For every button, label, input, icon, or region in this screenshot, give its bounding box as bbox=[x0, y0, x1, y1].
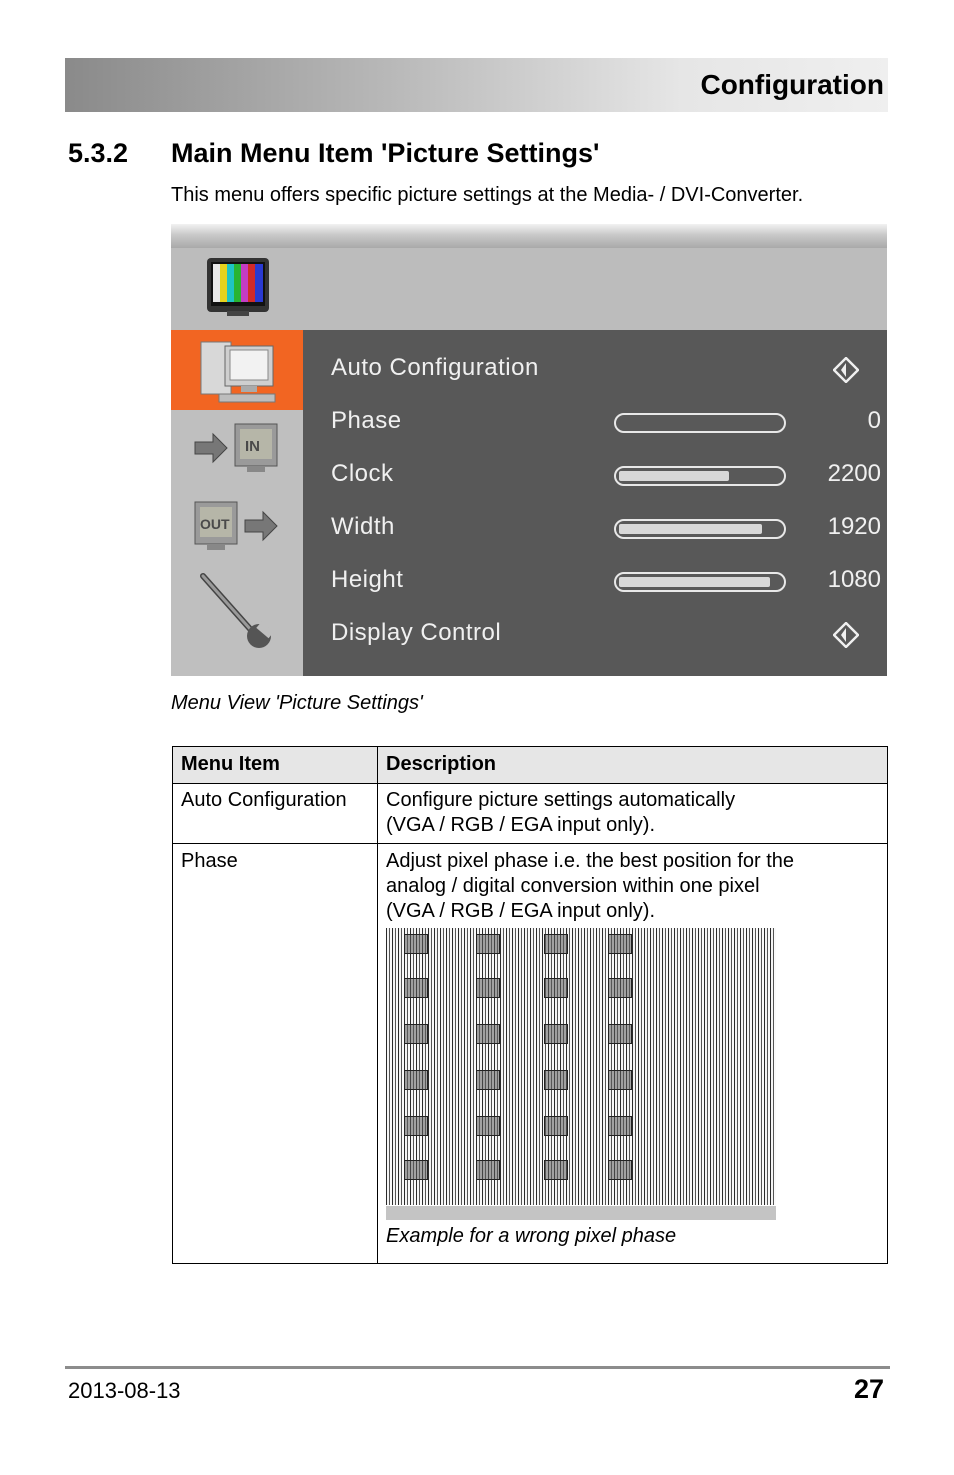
desktop-icon bbox=[476, 1024, 500, 1044]
desktop-icon bbox=[404, 1160, 428, 1180]
desktop-icon bbox=[608, 1024, 632, 1044]
desktop-icon bbox=[476, 1160, 500, 1180]
desktop-icon bbox=[544, 1160, 568, 1180]
table-row-divider bbox=[173, 843, 887, 844]
footer-date: 2013-08-13 bbox=[68, 1378, 181, 1403]
table-column-divider bbox=[377, 747, 378, 1263]
table-header-description: Description bbox=[386, 753, 497, 775]
menu-item-height[interactable]: Height bbox=[331, 566, 404, 593]
page-header-bar bbox=[65, 58, 888, 112]
desktop-icon bbox=[404, 978, 428, 998]
monitor-computer-icon bbox=[197, 336, 281, 406]
desktop-icon bbox=[544, 1070, 568, 1090]
menu-description-table bbox=[172, 746, 888, 1264]
desktop-icon bbox=[608, 978, 632, 998]
height-value: 1080 bbox=[827, 566, 881, 593]
color-bars-tv-icon bbox=[205, 256, 271, 318]
desktop-icon bbox=[404, 1070, 428, 1090]
menu-item-phase[interactable]: Phase bbox=[331, 407, 402, 434]
width-slider[interactable] bbox=[614, 519, 786, 539]
desktop-icon bbox=[544, 1024, 568, 1044]
table-header-menu-item: Menu Item bbox=[181, 753, 280, 775]
input-icon-label: IN bbox=[245, 438, 260, 455]
table-cell-item: Auto Configuration bbox=[181, 789, 347, 811]
width-slider-fill bbox=[619, 524, 762, 534]
taskbar bbox=[386, 1205, 776, 1220]
desktop-icon bbox=[608, 934, 632, 954]
osd-top-rail bbox=[171, 224, 887, 248]
desktop-icon bbox=[404, 1024, 428, 1044]
desktop-icon bbox=[544, 978, 568, 998]
width-value: 1920 bbox=[827, 513, 881, 540]
table-header-row bbox=[173, 747, 887, 783]
desktop-icon bbox=[476, 934, 500, 954]
example-caption: Example for a wrong pixel phase bbox=[386, 1225, 677, 1247]
desktop-icon bbox=[404, 1116, 428, 1136]
table-row-divider bbox=[173, 783, 887, 784]
menu-item-display-control[interactable]: Display Control bbox=[331, 619, 502, 646]
osd-header bbox=[171, 248, 887, 330]
output-icon bbox=[191, 498, 283, 558]
table-cell-desc-line: Adjust pixel phase i.e. the best position for the bbox=[386, 850, 795, 872]
desktop-icon bbox=[476, 978, 500, 998]
desktop-icon bbox=[476, 1070, 500, 1090]
desktop-icon bbox=[608, 1160, 632, 1180]
height-slider[interactable] bbox=[614, 572, 786, 592]
menu-item-width[interactable]: Width bbox=[331, 513, 395, 540]
desktop-icon bbox=[544, 1116, 568, 1136]
table-cell-desc-line: (VGA / RGB / EGA input only). bbox=[386, 814, 655, 836]
table-cell-desc-line: (VGA / RGB / EGA input only). bbox=[386, 900, 655, 922]
desktop-icon bbox=[404, 934, 428, 954]
header-title: Configuration bbox=[700, 69, 884, 100]
height-slider-fill bbox=[619, 577, 770, 587]
page-number: 27 bbox=[853, 1374, 884, 1404]
desktop-icon bbox=[476, 1116, 500, 1136]
menu-item-clock[interactable]: Clock bbox=[331, 460, 394, 487]
desktop-icon bbox=[608, 1070, 632, 1090]
osd-menu-screenshot bbox=[171, 224, 887, 676]
desktop-icon bbox=[544, 934, 568, 954]
clock-value: 2200 bbox=[827, 460, 881, 487]
table-cell-desc-line: Configure picture settings automatically bbox=[386, 789, 736, 811]
desktop-icon bbox=[608, 1116, 632, 1136]
enter-diamond-icon bbox=[833, 357, 859, 383]
enter-diamond-icon bbox=[833, 622, 859, 648]
output-icon-label: OUT bbox=[200, 516, 230, 532]
clock-slider-fill bbox=[619, 471, 729, 481]
figure-caption: Menu View 'Picture Settings' bbox=[171, 692, 423, 714]
intro-text: This menu offers specific picture settings at the Media- / DVI-Converter. bbox=[171, 184, 804, 206]
phase-slider[interactable] bbox=[614, 413, 786, 433]
section-number: 5.3.2 bbox=[68, 138, 129, 168]
input-icon bbox=[191, 420, 283, 480]
table-cell-item: Phase bbox=[181, 850, 238, 872]
section-title: Main Menu Item 'Picture Settings' bbox=[171, 138, 600, 168]
wrong-phase-example-image bbox=[386, 928, 776, 1220]
table-cell-desc-line: analog / digital conversion within one pixel bbox=[386, 875, 760, 897]
menu-item-auto-configuration[interactable]: Auto Configuration bbox=[331, 354, 539, 381]
phase-value: 0 bbox=[867, 407, 881, 434]
clock-slider[interactable] bbox=[614, 466, 786, 486]
wrench-icon bbox=[195, 570, 279, 650]
footer-divider bbox=[65, 1366, 890, 1369]
